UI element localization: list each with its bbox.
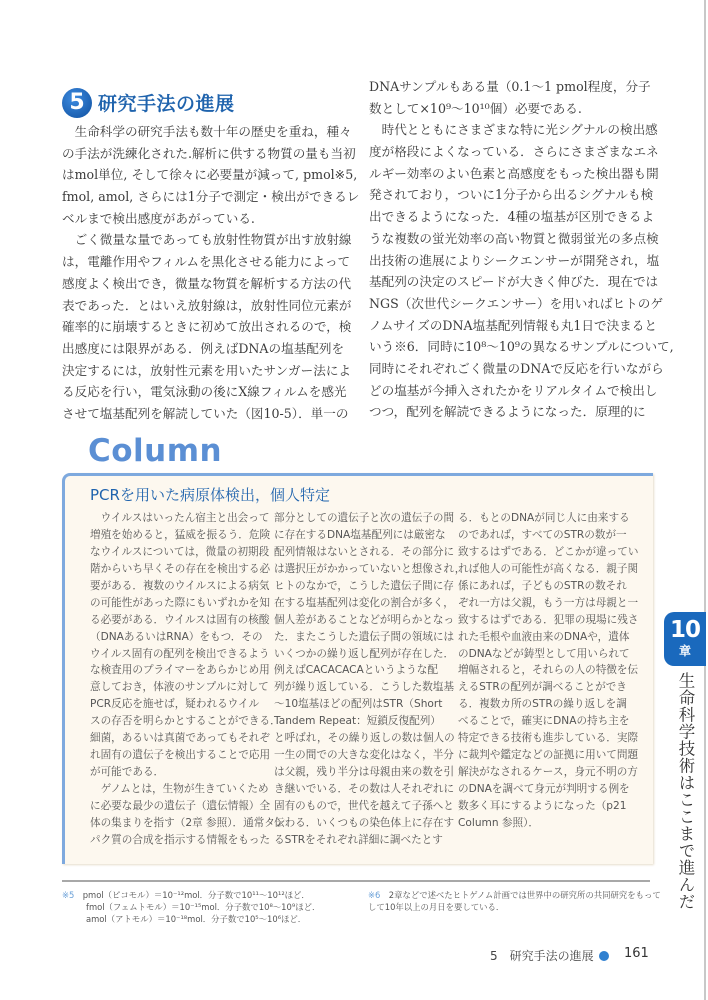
column-text-col1 [90, 510, 286, 849]
text-line: ベルまで検出感度があがっている. [62, 210, 255, 226]
text-line: 特定できる技術も進歩している．実際 [458, 732, 639, 745]
footnote-mark: ※5 [62, 890, 75, 900]
text-line: 解決がなされるケース，身元不明の方 [458, 766, 638, 779]
text-line: に存在するDNA塩基配列には厳密な [274, 528, 446, 541]
text-line: 数多く耳にするようになった（p21 [458, 799, 627, 812]
page-number: 161 [624, 946, 649, 961]
text-line: 要がある．複数のウイルスによる病気 [90, 579, 270, 592]
column-text-col2 [274, 510, 465, 849]
text-line: るSTRをそれぞれ詳細に調べたとす [274, 833, 443, 846]
chapter-label: 章 [678, 644, 691, 658]
text-line: えるSTRの配列が調べることができ [458, 681, 627, 694]
bullet-dot-icon [599, 951, 609, 961]
text-line: れた毛根や血液由来のDNAや，遺体 [458, 630, 630, 643]
footnote-mark: ※6 [368, 890, 381, 900]
text-line: 致するはずである．どこかが違ってい [458, 545, 639, 558]
text-line: に必要な最少の遺伝子（遺伝情報）全 [90, 799, 271, 812]
text-line: き継いでいる．その数は人それぞれに [274, 783, 455, 795]
text-line: の可能性があった際にもいずれかを知 [90, 596, 270, 609]
text-line: 配列情報はないとされる．その部分に [274, 545, 455, 558]
text-line: DNAサンプルもある量（0.1～1 pmol程度，分子 [369, 79, 651, 94]
footnote-line: pmol（ピコモル）＝10⁻¹²mol．分子数で10¹¹～10¹²ほど． [82, 890, 310, 900]
text-line: べることで，確実にDNAの持ち主を [458, 715, 630, 728]
footnote-line: fmol（フェムトモル）＝10⁻¹⁵mol．分子数で10⁸～10⁹ほど． [86, 902, 321, 912]
text-line: る反応を行い，電気泳動の後にX線フィルムを感光 [62, 384, 347, 400]
column-title: PCRを用いた病原体検出，個人特定 [90, 486, 330, 504]
text-line: に裁判や鑑定などの証拠に用いて問題 [458, 749, 639, 762]
text-line: は選択圧がかかっていないと想像され， [274, 562, 466, 575]
text-line: うな複数の蛍光効率の高い物質と微弱蛍光の多点検 [369, 230, 659, 246]
text-line: のDNAを調べて身元が判明する例を [458, 783, 630, 795]
text-line: と呼ばれ，その繰り返しの数は個人の [274, 732, 455, 745]
text-line: つつ，配列を解読できるようになった．原理的に [369, 404, 646, 420]
text-line: 係にあれば，子どものSTRの数それ [458, 579, 627, 592]
footnote-divider [62, 880, 650, 882]
text-line: させて塩基配列を解読していた（図10-5）．単一の [62, 405, 349, 421]
text-line: 出技術の進展によりシークエンサーが開発され，塩 [369, 252, 660, 268]
text-line: 致するはずである．犯罪の現場に残さ [458, 613, 639, 626]
text-line: なウイルスについては，微量の初期段 [90, 545, 270, 558]
text-line: Tandem Repeat：短鎖反復配列） [274, 715, 441, 728]
text-line: ウイルスはいったん宿主と出会って [90, 512, 270, 524]
text-line: 時代とともにさまざまな特に光シグナルの検出感 [369, 122, 658, 138]
text-line: 一生の間での大きな変化はなく，半分 [274, 749, 454, 762]
text-line: NGS（次世代シークエンサー）を用いればヒトのゲ [369, 295, 663, 311]
text-line: ノムサイズのDNA塩基配列情報も丸1日で決まると [369, 317, 657, 333]
footnote-line: 2章などで述べたヒトゲノム計画では世界中の研究所の共同研究をもって [388, 890, 661, 900]
text-line: 例えばCACACACAというような配 [274, 664, 438, 677]
text-line: いくつかの繰り返し配列が存在した． [274, 647, 455, 660]
footnote-line: して10年以上の月日を要している． [368, 902, 505, 912]
text-line: 表であった．とはいえ放射線は，放射性同位元素が [62, 297, 352, 313]
text-line: PCR反応を施せば，疑われるウイル [90, 698, 260, 711]
text-line: いう※6．同時に10⁸～10⁹の異なるサンプルについて, [369, 339, 674, 355]
text-line: のであれば，すべてのSTRの数が一 [458, 528, 627, 541]
text-line: は，電離作用やフィルムを黒化させる能力によって [62, 254, 351, 270]
text-line: 生命科学の研究手法も数十年の歴史を重ね，種々 [62, 124, 352, 139]
chapter-number: 10 [669, 617, 700, 643]
text-line: （DNAあるいはRNA）をもつ．その [90, 630, 263, 643]
text-line: パク質の合成を指示する情報をもった [90, 833, 271, 846]
text-line: 出感度には限界がある．例えばDNAの塩基配列を [62, 340, 345, 356]
text-line: た．またこうした遺伝子間の領域には [274, 630, 455, 643]
text-line: 決定するには，放射性元素を用いたサンガー法によ [62, 362, 352, 378]
text-line: 部分としての遺伝子と次の遺伝子の間 [274, 512, 455, 524]
text-line: 基配列の決定のスピードが大きく伸びた．現在では [369, 274, 659, 290]
running-footer [490, 947, 609, 964]
text-line: はmol単位, そして徐々に必要量が減って, pmol※5, [62, 167, 358, 183]
text-line: 細菌，あるいは真菌であってもそれぞ [90, 732, 270, 745]
text-line: る．複数カ所のSTRの繰り返しを調 [458, 698, 627, 711]
chapter-tab [664, 612, 706, 666]
text-line: ～10塩基ほどの配列はSTR（Short [274, 698, 443, 711]
text-line: 在する塩基配列は変化の割合が多く， [274, 596, 454, 609]
text-line: ぞれ一方は父親，もう一方は母親と一 [458, 596, 639, 609]
text-line: 固有のもので，世代を越えて子孫へと [274, 799, 454, 812]
footer-section-label: 5 研究手法の進展 [490, 949, 594, 963]
text-line: ごく微量な量であっても放射性物質が出す放射線 [62, 232, 352, 248]
column-text-col3 [458, 510, 638, 832]
section-title: 研究手法の進展 [98, 93, 235, 115]
text-line: の手法が洗練化された.解析に供する物質の量も当初 [62, 145, 356, 161]
text-line: 増殖を始めると，猛威を振るう．危険 [90, 528, 271, 541]
text-line: る．もとのDNAが同じ人に由来する [458, 512, 630, 524]
text-line: のDNAなどが鋳型として用いられて [458, 647, 630, 660]
text-line: 意しておき，体液のサンプルに対して [90, 681, 269, 694]
body-right-column [369, 76, 674, 423]
text-line: ウイルス固有の配列を検出できるよう [90, 647, 270, 660]
text-line: 感度よく検出でき，微量な物質を解析する方法の代 [62, 275, 352, 291]
text-line: 確率的に崩壊するときに初めて放出されるので，検 [62, 319, 352, 335]
text-line: 階からいち早くその存在を検出する必 [90, 562, 271, 575]
footnote-line: amol（アトモル）＝10⁻¹⁸mol．分子数で10⁵～10⁶ほど． [86, 914, 307, 924]
text-line: ゲノムとは，生物が生きていくため [90, 783, 269, 795]
section-number-badge: 5 [62, 88, 92, 118]
footnote-5 [62, 889, 320, 925]
text-line: 個人差があることなどが明らかとなっ [274, 613, 455, 626]
text-line: スの存否を明らかとすることができる． [90, 715, 281, 728]
text-line: fmol, amol, さらには1分子で測定・検出ができるレ [62, 189, 360, 205]
text-line: れ固有の遺伝子を検出することで応用 [90, 749, 271, 762]
body-left-column [62, 121, 360, 425]
text-line: ルギー効率のよい色素と高感度をもった検出器も開 [369, 165, 659, 181]
text-line: が可能である． [90, 766, 165, 779]
text-line: どの塩基が今挿入されたかをリアルタイムで検出し [369, 382, 658, 398]
text-line: れば他人の可能性が高くなる．親子関 [458, 562, 639, 575]
text-line: ヒトのなかで，こうした遺伝子間に存 [274, 579, 454, 592]
text-line: 増幅されると，それらの人の特徴を伝 [458, 664, 639, 677]
text-line: 数として×10⁹～10¹⁰個）必要である. [369, 100, 582, 116]
text-line: な検査用のプライマーをあらかじめ用 [90, 664, 270, 677]
text-line: は父親，残り半分は母親由来の数を引 [274, 766, 455, 779]
text-line: 出できるようになった．4種の塩基が区別できるよ [369, 209, 655, 225]
text-line: 同時にそれぞれごく微量のDNAで反応を行いながら [369, 360, 664, 376]
text-line: 伝わる．いくつもの染色体上に存在す [274, 816, 455, 829]
footnote-6 [368, 889, 661, 913]
chapter-title: 生命科学技術はここまで進んだ [676, 672, 695, 910]
text-line: 体の集まりを指す（2章 参照）．通常タン [90, 816, 286, 829]
page-edge-line [704, 0, 706, 1000]
column-label: Column [88, 433, 223, 469]
text-line: Column 参照）． [458, 816, 540, 829]
text-line: 列が繰り返している．こうした数塩基 [274, 681, 455, 694]
text-line: 発されており，ついに1分子から出るシグナルも検 [369, 187, 654, 203]
text-line: 度が格段によくなっている．さらにさまざまなエネ [369, 144, 659, 160]
text-line: る必要がある．ウイルスは固有の核酸 [90, 613, 270, 626]
